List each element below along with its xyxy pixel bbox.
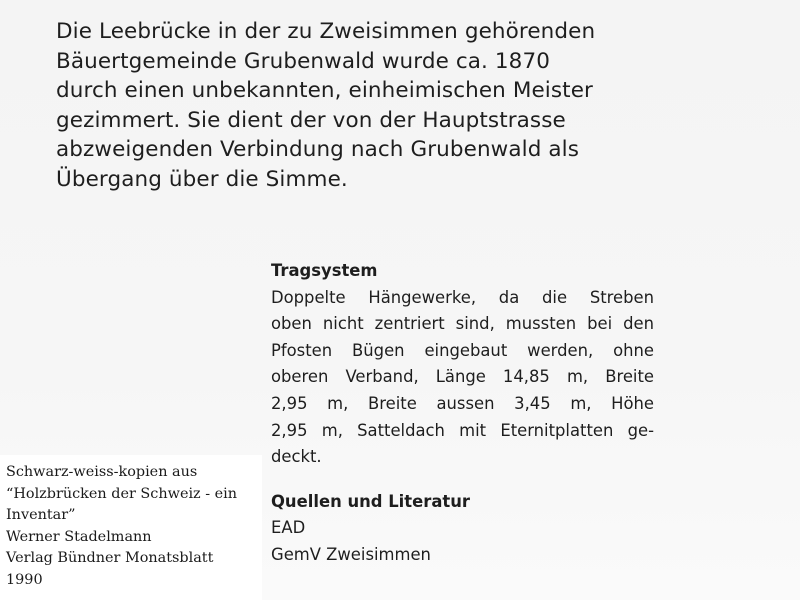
quellen-heading: Quellen und Literatur bbox=[271, 491, 470, 511]
quellen-line: GemV Zweisimmen bbox=[271, 544, 431, 564]
intro-line: abzweigenden Verbindung nach Grubenwald als bbox=[56, 137, 580, 162]
source-caption bbox=[6, 462, 261, 591]
caption-line: 1990 bbox=[6, 571, 43, 588]
caption-line: Werner Stadelmann bbox=[6, 528, 152, 545]
details-column bbox=[271, 258, 671, 569]
caption-line: “Holzbrücken der Schweiz - ein bbox=[6, 485, 238, 502]
quellen-section bbox=[271, 489, 671, 569]
intro-line: Übergang über die Simme. bbox=[56, 166, 348, 192]
tragsystem-line: oberen Verband, Länge 14,85 m, Breite bbox=[271, 367, 654, 387]
tragsystem-line: Doppelte Hängewerke, da die Streben bbox=[271, 287, 654, 307]
intro-line: Bäuertgemeinde Grubenwald wurde ca. 1870 bbox=[56, 48, 551, 74]
intro-line: durch einen unbekannten, einheimischen Meister bbox=[56, 78, 593, 103]
tragsystem-line: Pfosten Bügen eingebaut werden, ohne bbox=[271, 340, 654, 360]
tragsystem-heading: Tragsystem bbox=[271, 261, 378, 280]
tragsystem-section bbox=[271, 258, 671, 471]
tragsystem-line: 2,95 m, Breite aussen 3,45 m, Höhe bbox=[271, 393, 654, 413]
quellen-line: EAD bbox=[271, 518, 306, 538]
tragsystem-line: oben nicht zentriert sind, mussten bei den bbox=[271, 314, 654, 334]
caption-line: Inventar” bbox=[6, 507, 76, 523]
caption-line: Verlag Bündner Monatsblatt bbox=[6, 550, 214, 566]
caption-line: Schwarz-weiss-kopien aus bbox=[6, 464, 198, 480]
intro-paragraph bbox=[56, 17, 676, 194]
tragsystem-line: deckt. bbox=[271, 447, 322, 467]
intro-line: gezimmert. Sie dient der von der Hauptstrasse bbox=[56, 107, 566, 133]
tragsystem-line: 2,95 m, Satteldach mit Eternitplatten ge- bbox=[271, 420, 654, 440]
intro-line: Die Leebrücke in der zu Zweisimmen gehörenden bbox=[56, 19, 596, 44]
